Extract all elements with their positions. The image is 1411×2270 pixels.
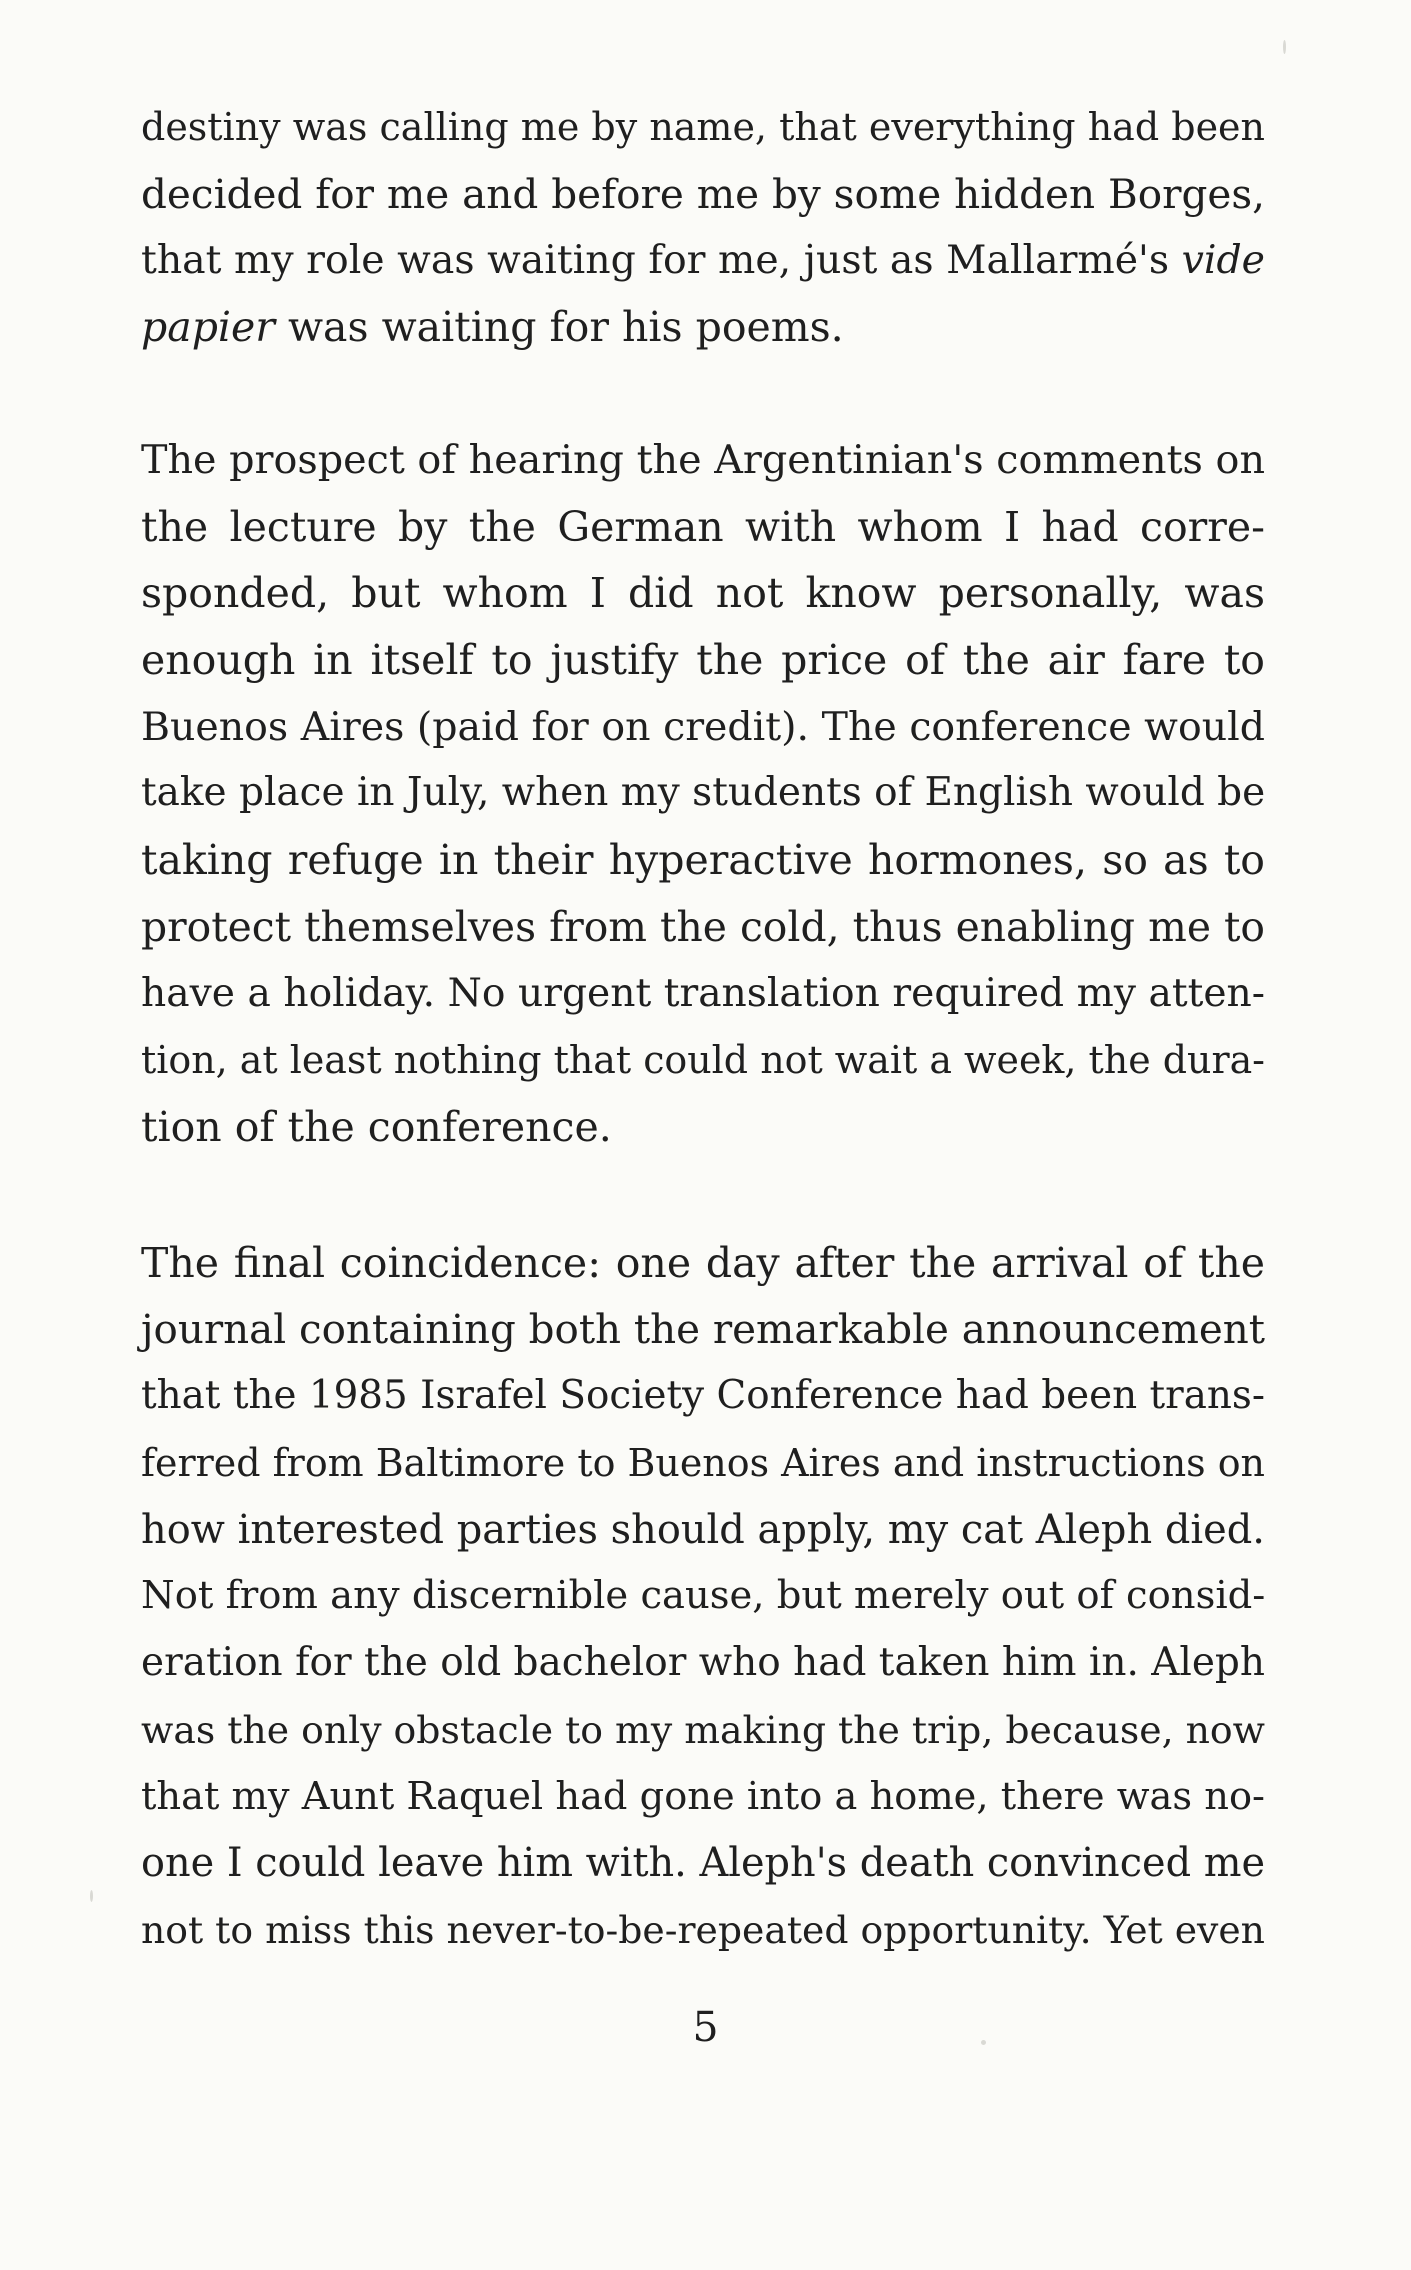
text-line: eration for the old bachelor who had taken him in. Aleph: [141, 1640, 1265, 1686]
italic-text-run: papier: [141, 303, 275, 352]
paper-speck: [981, 2040, 986, 2045]
text-line: was the only obstacle to my making the trip, because, now: [141, 1707, 1265, 1752]
paragraph-3: [141, 1230, 1265, 1964]
text-line-italic-end: [141, 227, 1265, 294]
text-line: Not from any discernible cause, but merely out of consid-: [141, 1573, 1266, 1619]
text-line: tion of the conference.: [141, 1102, 612, 1151]
paragraph-1: [141, 94, 1265, 361]
text-run: that my role was waiting for me, just as Mallarmé's: [141, 237, 1182, 284]
text-line: decided for me and before me by some hidden Borges,: [141, 169, 1265, 218]
text-line: how interested parties should apply, my cat Aleph died.: [141, 1506, 1265, 1553]
text-line: journal containing both the remarkable announcement: [141, 1305, 1266, 1353]
text-line: tion, at least nothing that could not wait a week, the dura-: [141, 1038, 1265, 1083]
text-line: taking refuge in their hyperactive hormones, so as to: [141, 836, 1265, 885]
paragraph-2: [141, 427, 1265, 1161]
text-line: that the 1985 Israfel Society Conference had been trans-: [141, 1373, 1265, 1419]
text-line: the lecture by the German with whom I had corre-: [141, 502, 1265, 551]
text-line: not to miss this never-to-be-repeated opportunity. Yet even: [141, 1907, 1265, 1952]
text-line: destiny was calling me by name, that everything had been: [141, 105, 1265, 149]
text-line: that my Aunt Raquel had gone into a home, there was no-: [141, 1773, 1265, 1819]
italic-text-run: vide: [1181, 237, 1265, 284]
paper-speck: [1283, 40, 1286, 54]
text-line: Buenos Aires (paid for on credit). The conference would: [141, 703, 1265, 750]
text-line: protect themselves from the cold, thus enabling me to: [141, 902, 1265, 951]
text-line: The final coincidence: one day after the arrival of the: [141, 1239, 1265, 1287]
text-line: sponded, but whom I did not know personally, was: [141, 569, 1265, 618]
text-line: have a holiday. No urgent translation required my atten-: [141, 970, 1265, 1016]
paper-speck: [90, 1890, 93, 1902]
text-line-italic-start: [141, 294, 1265, 361]
text-line: take place in July, when my students of English would be: [141, 770, 1266, 816]
text-line: one I could leave him with. Aleph's death convinced me: [141, 1840, 1266, 1887]
page-number: 5: [692, 2003, 719, 2051]
text-line: ferred from Baltimore to Buenos Aires and instructions on: [141, 1441, 1265, 1486]
text-line: enough in itself to justify the price of the air fare to: [141, 636, 1265, 685]
text-line: The prospect of hearing the Argentinian's comments on: [141, 437, 1265, 483]
text-run: was waiting for his poems.: [274, 303, 844, 352]
